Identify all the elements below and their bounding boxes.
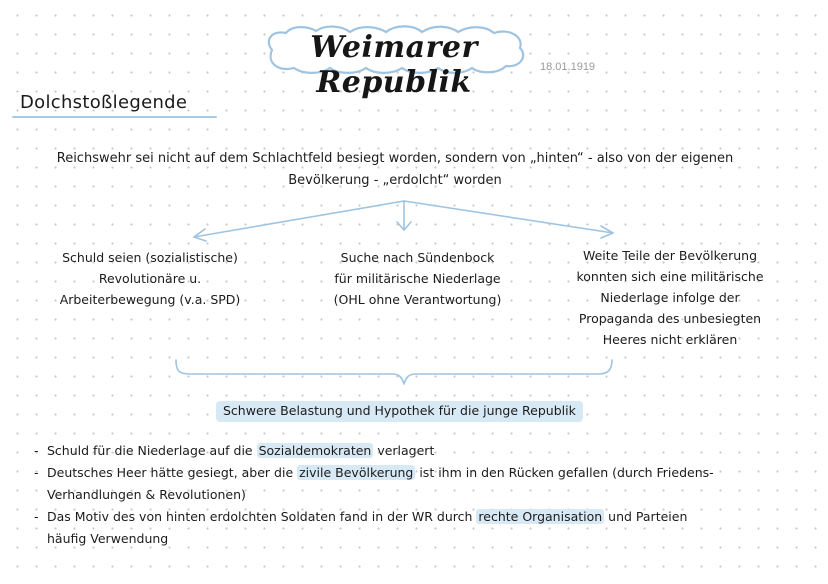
page-title: Weimarer Republik [310, 30, 478, 100]
column-left-line: Schuld seien (sozialistische) [62, 250, 238, 265]
arrow-right [404, 201, 613, 233]
column-right-line: Weite Teile der Bevölkerung [582, 248, 758, 263]
column-middle-line: (OHL ohne Verantwortung) [333, 292, 502, 307]
arrow-left [194, 201, 404, 237]
column-left-line: Revolutionäre u. [98, 271, 202, 286]
column-middle-line: Suche nach Sündenbock [340, 250, 495, 265]
bullet-highlight: rechte Organisation [478, 509, 603, 524]
column-right-line: konnten sich eine militärische [576, 269, 764, 284]
bullet-text: häufig Verwendung [47, 531, 169, 546]
column-right-line: Propaganda des unbesiegten [578, 311, 762, 326]
intro-line-2: Bevölkerung - „erdolcht“ worden [288, 173, 502, 188]
column-right-line: Heeres nicht erklären [602, 332, 738, 347]
list-item [34, 462, 794, 506]
date-label: 18.01.1919 [540, 61, 596, 73]
column-middle [305, 247, 530, 310]
bullet-text: Deutsches Heer hätte gesiegt, aber die [47, 465, 298, 480]
column-right-line: Niederlage infolge der [600, 290, 740, 305]
column-left-line: Arbeiterbewegung (v.a. SPD) [59, 292, 241, 307]
summary-brace [176, 360, 612, 384]
bullet-highlight: zivile Bevölkerung [299, 465, 414, 480]
bullet-list [34, 440, 794, 550]
bullet-text: verlagert [373, 443, 435, 458]
column-right [565, 245, 775, 350]
section-heading: Dolchstoßlegende [20, 92, 188, 113]
bullet-text: Das Motiv des von hinten erdolchten Soldaten fand in der WR durch [47, 509, 477, 524]
bullet-text: Verhandlungen & Revolutionen) [47, 487, 246, 502]
list-item [34, 506, 794, 550]
list-item [34, 440, 794, 462]
bullet-text: Schuld für die Niederlage auf die [47, 443, 257, 458]
conclusion-highlight: Schwere Belastung und Hypothek für die junge Republik [216, 401, 583, 422]
intro-line-1: Reichswehr sei nicht auf dem Schlachtfeld besiegt worden, sondern von „hinten“ - also von der eigenen [56, 151, 734, 166]
bullet-highlight: Sozialdemokraten [258, 443, 372, 458]
column-left [40, 247, 260, 310]
bullet-text: und Parteien [604, 509, 688, 524]
column-middle-line: für militärische Niederlage [334, 271, 501, 286]
bullet-text: ist ihm in den Rücken gefallen (durch Friedens- [415, 465, 714, 480]
